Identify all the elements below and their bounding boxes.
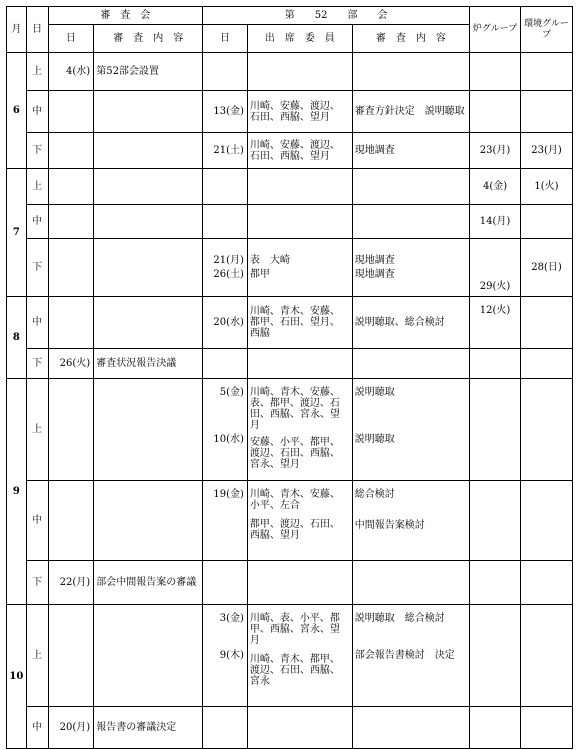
table-row: 8 中 20(水) 川崎、青木、安藤、都甲、石田、望月、西脇 説明聴取、総合検討 12(火) <box>7 297 573 349</box>
header-sub-members: 出 席 委 員 <box>247 25 352 53</box>
header-sub-content: 審 査 内 容 <box>352 25 469 53</box>
table-row: 中 19(金) 川崎、青木、安藤、小平、左合 都甲、渡辺、石田、西脇、望月 総合検討 中間報告案検討 <box>7 481 573 561</box>
header-group-environment: 環境グループ <box>520 7 572 53</box>
table-row: 下 26(火) 審査状況報告決議 <box>7 349 573 379</box>
header-council-day: 日 <box>48 25 94 53</box>
month-cell: 10 <box>7 605 27 749</box>
table-row: 9 上 5(金) 10(水) 川崎、青木、安藤、表、都甲、渡辺、石田、西脇、宮永、望月 安藤、小平、都甲、渡辺、石田、西脇、宮永、望月 説明聴取 説明聴取 <box>7 379 573 481</box>
table-row: 10 上 3(金) 9(木) 川崎、表、小平、都甲、西脇、宮永、望月 川崎、青木、都甲、渡辺、石田、西脇、宮永 説明聴取 総合検討 部会報告書検討 決定 <box>7 605 573 707</box>
header-council: 審 査 会 <box>48 7 203 25</box>
table-row: 6 上 4(水) 第52部会設置 <box>7 53 573 91</box>
table-row: 中 20(月) 報告書の審議決定 <box>7 707 573 749</box>
table-row: 7 上 4(金) 1(火) <box>7 169 573 205</box>
table-row: 下 21(土) 川崎、安藤、渡辺、石田、西脇、望月 現地調査 23(月) 23(月) <box>7 133 573 169</box>
schedule-table <box>6 6 573 749</box>
header-sub-day: 日 <box>203 25 248 53</box>
table-row: 中 13(金) 川崎、安藤、渡辺、石田、西脇、望月 審査方針決定 説明聴取 <box>7 91 573 133</box>
table-row: 下 22(月) 部会中間報告案の審議 <box>7 561 573 605</box>
month-cell: 6 <box>7 53 27 169</box>
header-month: 月 <box>7 7 27 53</box>
header-council-content: 審 査 内 容 <box>94 25 203 53</box>
month-cell: 7 <box>7 169 27 297</box>
header-subcommittee: 第 52 部 会 <box>203 7 470 25</box>
header-day: 日 <box>26 7 48 53</box>
table-row: 中 14(月) <box>7 205 573 239</box>
table-row: 下 21(月) 26(土) 表 大崎 都甲 現地調査 現地調査 29(火) 28(日) <box>7 239 573 297</box>
month-cell: 9 <box>7 379 27 605</box>
month-cell: 8 <box>7 297 27 379</box>
header-group-reactor: 炉グループ <box>470 7 521 53</box>
